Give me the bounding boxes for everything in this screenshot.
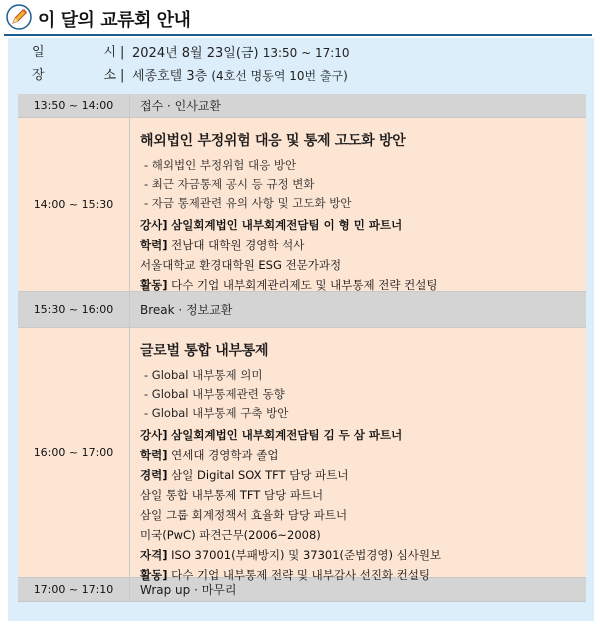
session-content xyxy=(130,328,586,582)
place-label: 장 소 xyxy=(32,68,116,83)
time-cell: 14:00 ~ 15:30 xyxy=(18,118,130,291)
session-title: 해외법인 부정위험 대응 및 통제 고도화 방안 xyxy=(140,133,406,149)
separator: | xyxy=(120,45,125,60)
time-range: 13:50 ~ 17:10 xyxy=(262,46,350,60)
schedule-table xyxy=(18,94,586,602)
session-title: 글로벌 통합 내부통제 xyxy=(140,343,269,359)
education-line: 학력] 연세대 경영학과 졸업 xyxy=(140,448,279,462)
topic-item: - 최근 자금통제 공시 등 규정 변화 xyxy=(144,177,315,191)
schedule-row-session1 xyxy=(18,118,586,292)
page-title: 이 달의 교류회 안내 xyxy=(38,10,191,31)
speaker-line: 강사] 삼일회계법인 내부회계전담팀 이 형 민 파트너 xyxy=(140,218,403,232)
time-cell: 13:50 ~ 14:00 xyxy=(18,94,130,117)
speaker-name: 삼일회계법인 내부회계전담팀 김 두 삼 파트너 xyxy=(171,428,403,442)
date-row xyxy=(32,42,350,65)
page-header xyxy=(0,0,600,36)
schedule-row-break xyxy=(18,292,586,328)
activity-line: 활동] 다수 기업 내부회계관리제도 및 내부통제 전략 컨설팅 xyxy=(140,278,438,292)
certification-line: 자격] ISO 37001(부패방지) 및 37301(준법경영) 심사원보 xyxy=(140,548,442,562)
pencil-icon xyxy=(6,4,32,30)
place-row xyxy=(32,65,350,88)
separator: | xyxy=(120,68,125,83)
event-info xyxy=(32,42,350,88)
education-line: 학력] 전남대 대학원 경영학 석사 xyxy=(140,238,305,252)
career-line: 삼일 통합 내부통제 TFT 담당 파트너 xyxy=(140,488,324,502)
topic-item: - 해외법인 부정위험 대응 방안 xyxy=(144,158,297,172)
topic-item: - Global 내부통제관련 동향 xyxy=(144,387,285,401)
schedule-row-registration xyxy=(18,94,586,118)
date-value: 2024년 8월 23일(금) 13:50 ~ 17:10 xyxy=(132,46,350,61)
time-cell: 17:00 ~ 17:10 xyxy=(18,578,130,601)
event-panel xyxy=(8,38,594,621)
activity-line: 활동] 다수 기업 내부통제 전략 및 내부감사 선진화 컨설팅 xyxy=(140,568,431,582)
header-divider xyxy=(4,34,592,36)
agenda-label: Break · 정보교환 xyxy=(140,303,233,317)
place-note: (4호선 명동역 10번 출구) xyxy=(211,69,348,83)
topic-item: - 자금 통제관련 유의 사항 및 고도화 방안 xyxy=(144,196,352,210)
date-label: 일 시 xyxy=(32,45,116,60)
career-line: 삼일 그룹 회계정책서 효율화 담당 파트너 xyxy=(140,508,348,522)
career-line: 미국(PwC) 파견근무(2006~2008) xyxy=(140,528,321,542)
time-cell: 16:00 ~ 17:00 xyxy=(18,328,130,577)
career-line: 경력] 삼일 Digital SOX TFT 담당 파트너 xyxy=(140,468,349,482)
agenda-label: 접수 · 인사교환 xyxy=(140,99,221,113)
time-cell: 15:30 ~ 16:00 xyxy=(18,292,130,327)
topic-item: - Global 내부통제 구축 방안 xyxy=(144,406,289,420)
place-value: 세종호텔 3층 (4호선 명동역 10번 출구) xyxy=(132,69,348,84)
speaker-name: 삼일회계법인 내부회계전담팀 이 형 민 파트너 xyxy=(171,218,403,232)
agenda-label: Wrap up · 마무리 xyxy=(140,583,237,597)
schedule-row-session2 xyxy=(18,328,586,582)
topic-item: - Global 내부통제 의미 xyxy=(144,368,263,382)
session-content xyxy=(130,118,586,291)
schedule-row-wrapup xyxy=(18,578,586,602)
speaker-line: 강사] 삼일회계법인 내부회계전담팀 김 두 삼 파트너 xyxy=(140,428,403,442)
education-line: 서울대학교 환경대학원 ESG 전문가과정 xyxy=(140,258,342,272)
